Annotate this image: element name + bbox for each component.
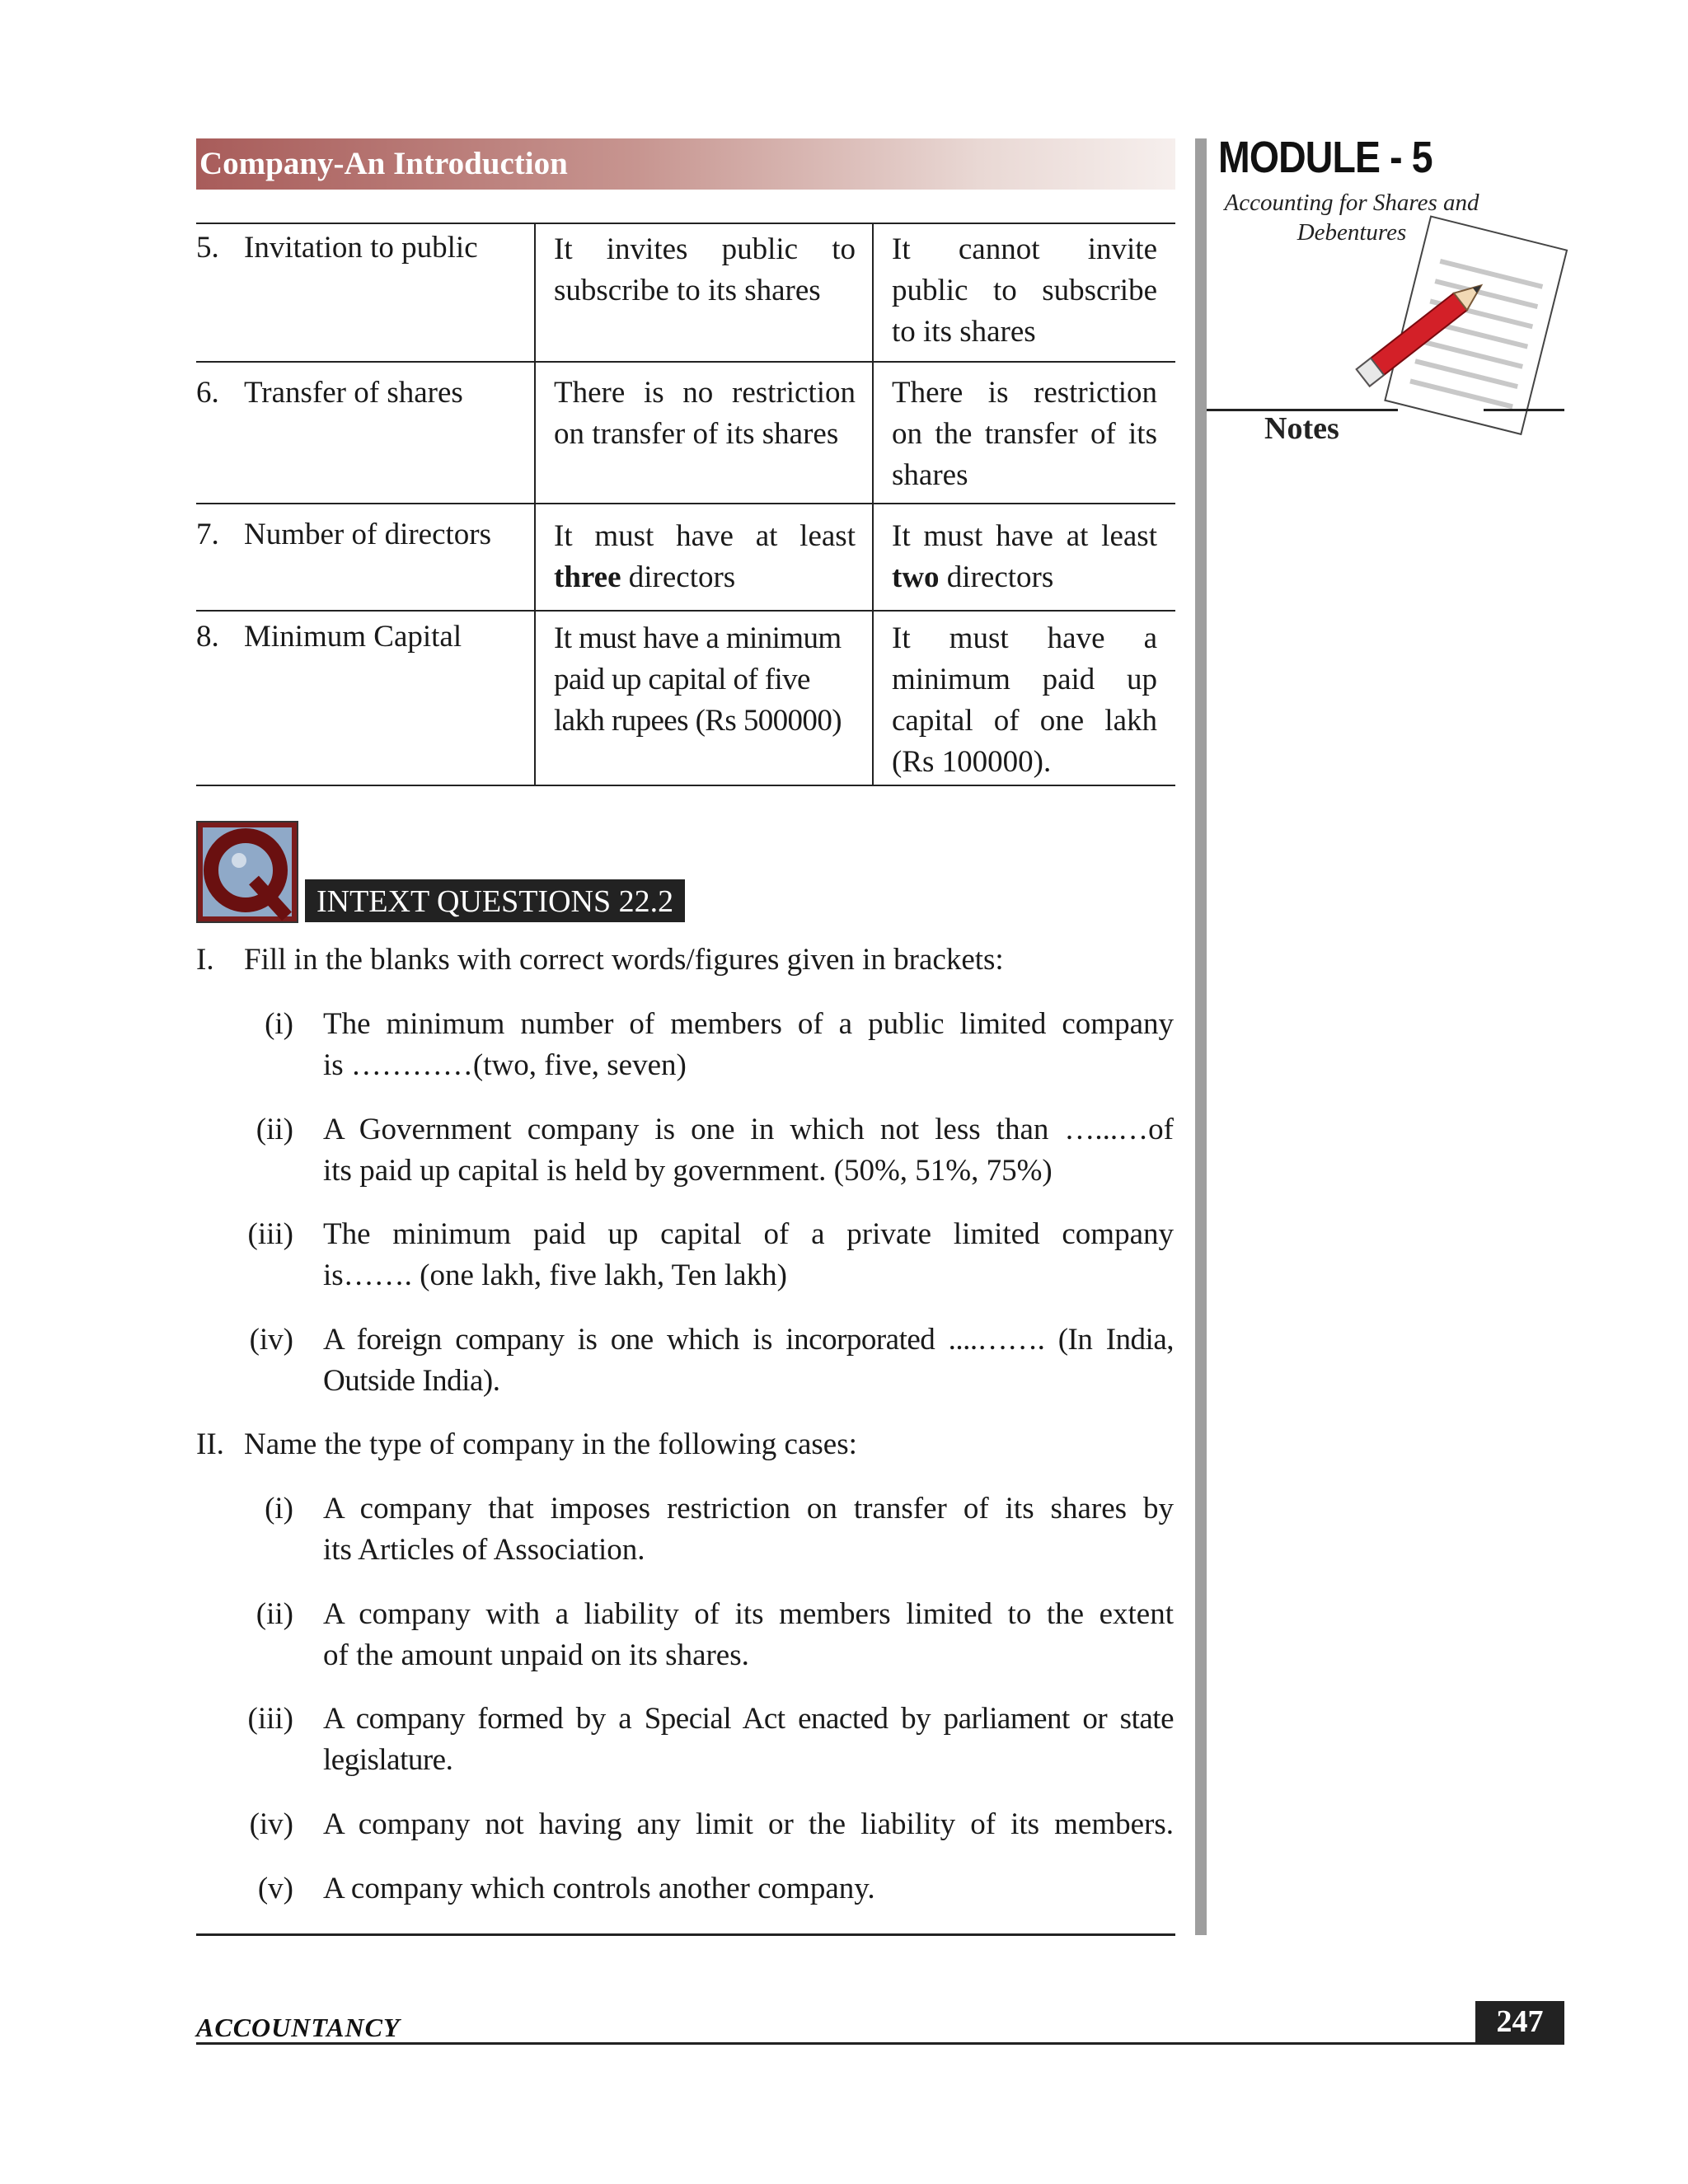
question-number: (v) <box>257 1872 293 1905</box>
question-text <box>323 1109 1174 1192</box>
question-number: (iv) <box>249 1323 293 1357</box>
table-rule <box>196 610 1175 612</box>
feature-label: Number of directors <box>244 518 492 551</box>
table-rule <box>196 785 1175 786</box>
cell-line: There is no restriction <box>554 376 856 410</box>
table-rule <box>196 223 1175 224</box>
notes-label: Notes <box>1264 411 1339 446</box>
question-line: The minimum paid up capital of a private limited company <box>323 1217 1174 1251</box>
cell-line <box>892 557 1157 598</box>
feature-label: Transfer of shares <box>244 376 463 410</box>
table-rule <box>196 361 1175 363</box>
notes-rule <box>1484 409 1564 411</box>
question-text <box>323 1699 1174 1781</box>
question-number: (iv) <box>249 1807 293 1841</box>
cell-line: It must have at least <box>892 519 1157 553</box>
table-row-feature <box>196 373 530 414</box>
cell-line: (Rs 100000). <box>892 745 1052 779</box>
table-column-rule <box>534 223 536 786</box>
table-row-feature <box>196 616 530 658</box>
question-text <box>323 1488 1174 1571</box>
question-line: A company not having any limit or the liability of its members. <box>323 1807 1174 1841</box>
cell-text: directors <box>621 560 736 594</box>
cell-line <box>554 557 856 598</box>
table-row-feature <box>196 227 530 269</box>
page-number: 247 <box>1475 2001 1564 2042</box>
cell-line: capital of one lakh <box>892 704 1157 738</box>
question-number: (ii) <box>256 1597 293 1631</box>
question-number: (iii) <box>247 1702 293 1736</box>
question-line: its Articles of Association. <box>323 1533 645 1567</box>
intext-questions-banner: INTEXT QUESTIONS 22.2 <box>305 879 685 922</box>
content-bottom-rule <box>196 1933 1175 1936</box>
question-text <box>323 1214 1174 1296</box>
cell-line: lakh rupees (Rs 500000) <box>554 704 842 738</box>
table-cell-public <box>554 373 856 455</box>
question-line: of the amount unpaid on its shares. <box>323 1638 749 1672</box>
table-cell-public <box>554 516 856 598</box>
comparison-table <box>196 223 1175 786</box>
table-cell-public <box>554 618 856 742</box>
section-heading: Fill in the blanks with correct words/figures given in brackets: <box>244 943 1004 977</box>
table-cell-public <box>554 229 856 312</box>
question-text: A company which controls another company. <box>323 1872 875 1905</box>
cell-line: on the transfer of its <box>892 417 1157 451</box>
cell-line: public to subscribe <box>892 274 1157 307</box>
chapter-title: Company-An Introduction <box>199 146 568 181</box>
margin-divider <box>1195 138 1207 1935</box>
table-cell-private <box>892 373 1157 496</box>
question-text <box>323 1004 1174 1086</box>
row-number: 8. <box>196 620 219 654</box>
question-number: (iii) <box>247 1217 293 1251</box>
table-cell-private <box>892 516 1157 598</box>
row-number: 5. <box>196 231 219 265</box>
question-line: legislature. <box>323 1743 453 1777</box>
emphasis-text: three <box>554 560 621 594</box>
question-q-icon <box>196 821 298 923</box>
cell-line: subscribe to its shares <box>554 274 821 307</box>
question-number: (ii) <box>256 1113 293 1146</box>
question-line: A foreign company is one which is incorporated ....……. (In India, <box>323 1323 1174 1357</box>
cell-line: minimum paid up <box>892 663 1157 696</box>
cell-text: directors <box>939 560 1054 594</box>
cell-line: on transfer of its shares <box>554 417 839 451</box>
cell-line: shares <box>892 458 968 492</box>
question-number: (i) <box>265 1007 293 1041</box>
footer-subject: ACCOUNTANCY <box>196 2013 401 2042</box>
question-line: its paid up capital is held by government. (50%, 51%, 75%) <box>323 1154 1053 1188</box>
chapter-header-band <box>196 138 1175 190</box>
section-number: II. <box>196 1427 224 1461</box>
table-row-feature <box>196 514 530 555</box>
cell-line: It cannot invite <box>892 232 1157 266</box>
question-number: (i) <box>265 1492 293 1526</box>
module-subtitle-line: Accounting for Shares and <box>1224 190 1479 216</box>
question-line: is……. (one lakh, five lakh, Ten lakh) <box>323 1258 787 1292</box>
question-line: is …………(two, five, seven) <box>323 1048 687 1082</box>
question-text <box>323 1804 1174 1845</box>
row-number: 6. <box>196 376 219 410</box>
cell-line: It must have a <box>892 621 1157 655</box>
question-text <box>323 1594 1174 1676</box>
table-rule <box>196 503 1175 504</box>
feature-label: Minimum Capital <box>244 620 462 654</box>
question-text <box>323 1319 1174 1402</box>
question-line: A company formed by a Special Act enacted by parliament or state <box>323 1702 1174 1736</box>
section-number: I. <box>196 943 214 977</box>
question-line: Outside India). <box>323 1364 500 1398</box>
module-subtitle-line: Debentures <box>1296 219 1407 246</box>
cell-line: It must have at least <box>554 519 856 553</box>
table-column-rule <box>872 223 874 786</box>
question-line: A company with a liability of its members limited to the extent <box>323 1597 1174 1631</box>
question-line: A Government company is one in which not less than …...…of <box>323 1113 1174 1146</box>
question-line: A company that imposes restriction on transfer of its shares by <box>323 1492 1174 1526</box>
section-heading: Name the type of company in the following cases: <box>244 1427 857 1461</box>
cell-line: It invites public to <box>554 232 856 266</box>
feature-label: Invitation to public <box>244 231 478 265</box>
row-number: 7. <box>196 518 219 551</box>
cell-line: There is restriction <box>892 376 1157 410</box>
table-cell-private <box>892 618 1157 783</box>
footer-rule <box>196 2042 1564 2045</box>
question-line: The minimum number of members of a public limited company <box>323 1007 1174 1041</box>
module-title: MODULE - 5 <box>1218 133 1432 182</box>
cell-line: to its shares <box>892 315 1036 349</box>
cell-line: paid up capital of five <box>554 663 810 696</box>
emphasis-text: two <box>892 560 940 594</box>
table-cell-private <box>892 229 1157 353</box>
cell-line: It must have a minimum <box>554 621 842 655</box>
